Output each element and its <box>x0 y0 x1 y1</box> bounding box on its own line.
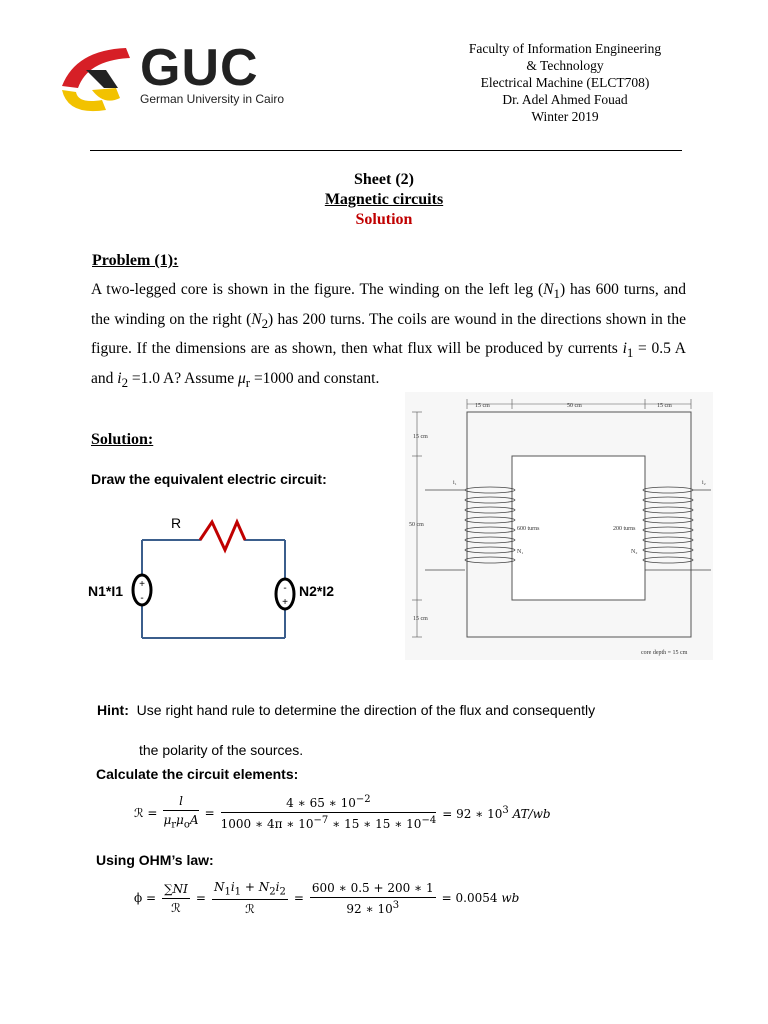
eq2-i1-sub: 1 <box>234 886 242 898</box>
guc-logo-icon <box>56 40 138 118</box>
left-source-label: N1*I1 <box>88 583 124 599</box>
symbol-mu-sub: r <box>245 374 251 390</box>
calc-label: Calculate the circuit elements: <box>96 766 299 782</box>
equivalent-circuit <box>85 512 375 647</box>
logo-subtitle: German University in Cairo <box>140 92 285 106</box>
eq1-frac2-num: 4 ∗ 65 ∗ 10 <box>286 796 356 810</box>
dim-left-label: 15 cm <box>475 403 490 409</box>
right-source-plus: + <box>282 597 288 608</box>
eq2-frac1 <box>162 882 190 915</box>
i2-label: i₂ <box>702 480 706 486</box>
eq2-frac3-den-exp: 3 <box>392 899 400 911</box>
eq2-frac2 <box>212 880 288 916</box>
header-line-course: Electrical Machine (ELCT708) <box>480 75 650 90</box>
eq2-result-unit: wb <box>501 891 520 906</box>
eq1-frac2-den-rest: ∗ 15 ∗ 15 ∗ 10 <box>328 817 422 831</box>
problem-text-part: = 0.5 A and <box>91 340 686 387</box>
logo-wordmark: GUC <box>140 39 259 97</box>
eq2-frac3-den: 92 ∗ 10 <box>346 901 393 916</box>
hint-line-2: the polarity of the sources. <box>139 742 304 758</box>
left-source-minus: - <box>140 593 144 604</box>
sheet-number: Sheet (2) <box>354 171 414 188</box>
eq2-frac3-num: 600 ∗ 0.5 + 200 ∗ 1 <box>310 881 436 898</box>
eq1-mu: μ <box>163 813 172 828</box>
header-line-faculty: Faculty of Information Engineering <box>468 41 662 56</box>
dim-bottom-label: 15 cm <box>413 616 428 622</box>
eq2-i2: i <box>275 880 280 894</box>
symbol-n1-sub: 1 <box>553 286 560 302</box>
eq2-result-value: = 0.0054 <box>441 891 498 906</box>
right-source-minus: - <box>283 583 287 594</box>
draw-circuit-label: Draw the equivalent electric circuit: <box>91 471 327 487</box>
problem-text-part: ) has 200 turns. The coils are wound in the directions shown in the figure. If the dimensions are as shown, then what flux will be produced by currents <box>91 310 686 358</box>
core-figure <box>405 392 713 660</box>
eq2-equals-1: = <box>195 891 206 906</box>
eq1-result <box>442 805 550 821</box>
dim-top-label: 15 cm <box>413 434 428 440</box>
problem-text-part: ) has 600 turns, and the winding on the right ( <box>91 281 686 328</box>
eq2-lhs: ϕ = <box>134 891 157 906</box>
sheet-topic: Magnetic circuits <box>324 191 444 208</box>
eq1-mu0-sub: o <box>183 819 190 831</box>
course-header <box>440 40 690 125</box>
solution-heading: Solution: <box>91 431 154 448</box>
hint-text-1: Use right hand rule to determine the direction of the flux and consequently <box>136 702 596 718</box>
eq1-frac2-den-exp2: −4 <box>421 815 437 826</box>
eq2-frac2-den: ℛ <box>245 902 255 917</box>
i1-label: i₁ <box>453 480 457 486</box>
flux-equation <box>134 880 519 916</box>
hint-label: Hint: <box>97 702 129 718</box>
symbol-i2-sub: 2 <box>121 374 129 390</box>
symbol-n2: N <box>251 310 262 328</box>
eq2-n1: N <box>213 880 225 894</box>
turns-right-label: 200 turns <box>613 526 636 532</box>
header-line-term: Winter 2019 <box>531 109 599 124</box>
symbol-n1: N <box>543 281 554 298</box>
problem-text-part: A two-legged core is shown in the figure. The winding on the left leg ( <box>91 281 544 298</box>
right-source-label: N2*I2 <box>299 583 335 599</box>
symbol-mu: μ <box>237 369 246 387</box>
eq1-lhs: ℛ = <box>134 805 158 820</box>
eq1-frac2 <box>221 794 437 831</box>
n2-label: N₂ <box>631 549 638 555</box>
eq1-area: A <box>189 813 199 828</box>
eq1-frac1 <box>163 794 198 830</box>
eq1-result-exp: 3 <box>502 804 509 816</box>
eq2-equals-2: = <box>293 891 304 906</box>
eq1-mu0: μ <box>176 813 184 828</box>
symbol-i2: i <box>117 369 122 387</box>
eq2-i1: i <box>230 880 235 894</box>
hint-line-1 <box>97 690 707 730</box>
hint-block <box>97 690 707 770</box>
header-divider <box>90 150 682 151</box>
dim-middle-v-label: 50 cm <box>409 522 424 528</box>
symbol-n2-sub: 2 <box>261 315 269 331</box>
reluctance-equation <box>134 794 551 831</box>
dim-right-label: 15 cm <box>657 403 672 409</box>
eq2-i2-sub: 2 <box>279 886 286 898</box>
eq2-n1-sub: 1 <box>224 886 231 898</box>
eq2-result <box>442 891 520 905</box>
problem-statement <box>91 277 686 395</box>
problem-text-part: =1000 and constant. <box>250 369 380 387</box>
sheet-title <box>0 170 768 230</box>
eq1-frac2-den: 1000 ∗ 4π ∗ 10 <box>220 817 314 831</box>
resistor-label: R <box>171 515 182 531</box>
eq1-frac2-num-exp: −2 <box>355 794 371 805</box>
problem-heading: Problem (1): <box>92 252 179 269</box>
eq1-equals: = <box>204 805 215 820</box>
left-source-plus: + <box>139 579 145 590</box>
eq2-n2-sub: 2 <box>269 886 276 898</box>
dim-mid-label: 50 cm <box>567 403 582 409</box>
eq1-result-unit: AT/wb <box>508 806 551 821</box>
eq1-result-value: = 92 ∗ 10 <box>442 806 503 821</box>
eq1-frac2-den-exp: −7 <box>313 815 329 826</box>
symbol-i1-sub: 1 <box>626 345 634 361</box>
eq1-mu-sub: r <box>171 819 177 831</box>
problem-text-part: =1.0 A? Assume <box>128 369 238 387</box>
ohm-law-label: Using OHM’s law: <box>96 852 214 868</box>
eq1-frac1-num: l <box>179 794 183 809</box>
header-line-instructor: Dr. Adel Ahmed Fouad <box>502 92 628 107</box>
sheet-solution-label: Solution <box>355 211 413 228</box>
turns-left-label: 600 turns <box>517 526 540 532</box>
resistor-zigzag <box>200 522 245 550</box>
n1-label: N₁ <box>517 549 524 555</box>
eq2-frac3 <box>310 881 436 916</box>
symbol-i1: i <box>622 340 627 358</box>
eq2-n2: + N <box>241 880 270 894</box>
eq2-frac1-den: ℛ <box>171 900 181 915</box>
core-depth-label: core depth = 15 cm <box>641 650 688 656</box>
header-line-tech: & Technology <box>526 58 604 73</box>
eq2-frac1-num: ∑NI <box>164 881 188 896</box>
